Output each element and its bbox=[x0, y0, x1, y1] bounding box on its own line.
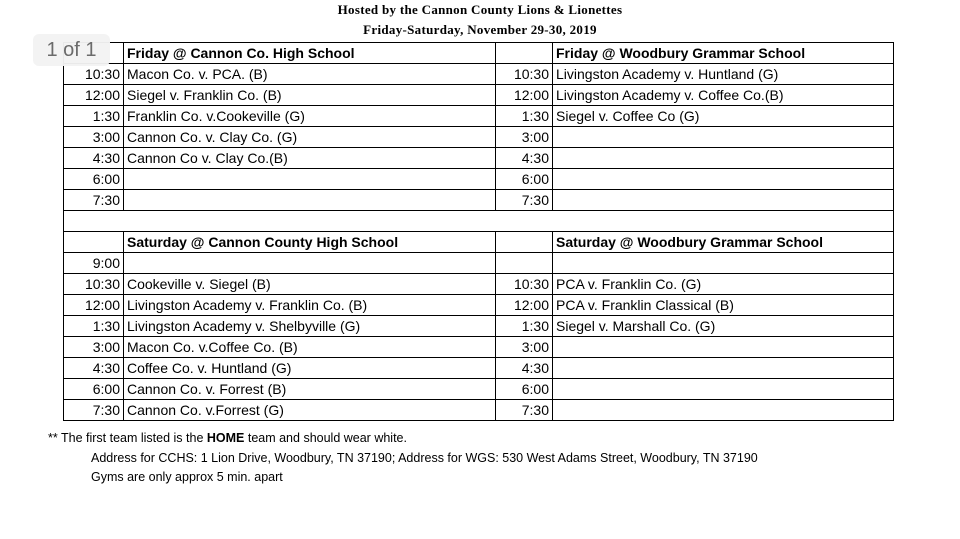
game-matchup: Cannon Co. v. Forrest (B) bbox=[124, 379, 496, 400]
game-time: 6:00 bbox=[496, 379, 553, 400]
game-matchup bbox=[124, 169, 496, 190]
game-time: 12:00 bbox=[64, 295, 124, 316]
game-matchup: Cannon Co. v.Forrest (G) bbox=[124, 400, 496, 421]
game-matchup bbox=[553, 379, 894, 400]
game-time: 7:30 bbox=[496, 400, 553, 421]
table-row bbox=[64, 190, 894, 211]
game-time: 6:00 bbox=[64, 379, 124, 400]
separator-row bbox=[64, 211, 894, 232]
game-matchup bbox=[553, 169, 894, 190]
game-time: 1:30 bbox=[496, 106, 553, 127]
table-row bbox=[64, 106, 894, 127]
game-time: 9:00 bbox=[64, 253, 124, 274]
game-matchup bbox=[553, 337, 894, 358]
home-note-prefix: ** The first team listed is the bbox=[48, 431, 207, 445]
table-row bbox=[64, 64, 894, 85]
page-indicator: 1 of 1 bbox=[33, 34, 110, 66]
table-row bbox=[64, 127, 894, 148]
game-matchup: Coffee Co. v. Huntland (G) bbox=[124, 358, 496, 379]
game-matchup: Siegel v. Marshall Co. (G) bbox=[553, 316, 894, 337]
address-note: Address for CCHS: 1 Lion Drive, Woodbury, TN 37190; Address for WGS: 530 West Adams Street, Woodbury, TN 37190 bbox=[91, 451, 758, 465]
game-time: 12:00 bbox=[496, 295, 553, 316]
table-row bbox=[64, 316, 894, 337]
blank-separator bbox=[64, 211, 894, 232]
game-matchup: Franklin Co. v.Cookeville (G) bbox=[124, 106, 496, 127]
game-time: 1:30 bbox=[64, 316, 124, 337]
game-time: 10:30 bbox=[64, 64, 124, 85]
game-matchup: Macon Co. v.Coffee Co. (B) bbox=[124, 337, 496, 358]
game-time: 1:30 bbox=[64, 106, 124, 127]
game-matchup: PCA v. Franklin Classical (B) bbox=[553, 295, 894, 316]
friday-header-row bbox=[64, 43, 894, 64]
game-time bbox=[496, 253, 553, 274]
game-time: 10:30 bbox=[496, 64, 553, 85]
table-row bbox=[64, 169, 894, 190]
game-time: 3:00 bbox=[64, 337, 124, 358]
game-time: 3:00 bbox=[64, 127, 124, 148]
table-row bbox=[64, 400, 894, 421]
game-time: 4:30 bbox=[496, 148, 553, 169]
home-note-bold: HOME bbox=[206, 431, 245, 445]
game-matchup bbox=[124, 190, 496, 211]
date-heading: Friday-Saturday, November 29-30, 2019 bbox=[363, 22, 597, 37]
schedule-table bbox=[63, 42, 894, 421]
game-matchup bbox=[553, 358, 894, 379]
game-time: 6:00 bbox=[496, 169, 553, 190]
game-matchup bbox=[553, 400, 894, 421]
home-note-suffix: team and should wear white. bbox=[244, 431, 407, 445]
game-matchup bbox=[553, 190, 894, 211]
game-matchup: Livingston Academy v. Shelbyville (G) bbox=[124, 316, 496, 337]
table-row bbox=[64, 253, 894, 274]
game-matchup bbox=[553, 148, 894, 169]
table-row bbox=[64, 148, 894, 169]
game-time: 7:30 bbox=[496, 190, 553, 211]
game-matchup: Cannon Co v. Clay Co.(B) bbox=[124, 148, 496, 169]
game-matchup bbox=[553, 127, 894, 148]
game-matchup: Siegel v. Coffee Co (G) bbox=[553, 106, 894, 127]
game-matchup: Livingston Academy v. Franklin Co. (B) bbox=[124, 295, 496, 316]
game-time: 4:30 bbox=[64, 148, 124, 169]
game-matchup: Siegel v. Franklin Co. (B) bbox=[124, 85, 496, 106]
schedule-body bbox=[64, 43, 894, 421]
table-row bbox=[64, 274, 894, 295]
saturday-cchs-title: Saturday @ Cannon County High School bbox=[124, 232, 496, 253]
game-time: 7:30 bbox=[64, 400, 124, 421]
game-time: 1:30 bbox=[496, 316, 553, 337]
host-heading: Hosted by the Cannon County Lions & Lionettes bbox=[337, 2, 623, 17]
game-time: 10:30 bbox=[496, 274, 553, 295]
table-row bbox=[64, 379, 894, 400]
home-team-note bbox=[48, 431, 407, 445]
game-matchup: Cookeville v. Siegel (B) bbox=[124, 274, 496, 295]
game-time: 6:00 bbox=[64, 169, 124, 190]
game-matchup bbox=[124, 253, 496, 274]
game-matchup: Livingston Academy v. Huntland (G) bbox=[553, 64, 894, 85]
game-matchup: PCA v. Franklin Co. (G) bbox=[553, 274, 894, 295]
table-row bbox=[64, 85, 894, 106]
game-time: 12:00 bbox=[64, 85, 124, 106]
game-time: 12:00 bbox=[496, 85, 553, 106]
game-matchup: Cannon Co. v. Clay Co. (G) bbox=[124, 127, 496, 148]
friday-wgs-title: Friday @ Woodbury Grammar School bbox=[553, 43, 894, 64]
game-time: 10:30 bbox=[64, 274, 124, 295]
empty-cell bbox=[496, 43, 553, 64]
game-time: 4:30 bbox=[496, 358, 553, 379]
table-row bbox=[64, 358, 894, 379]
saturday-wgs-title: Saturday @ Woodbury Grammar School bbox=[553, 232, 894, 253]
empty-cell bbox=[64, 232, 124, 253]
game-time: 7:30 bbox=[64, 190, 124, 211]
game-matchup bbox=[553, 253, 894, 274]
saturday-header-row bbox=[64, 232, 894, 253]
game-time: 3:00 bbox=[496, 337, 553, 358]
gyms-note: Gyms are only approx 5 min. apart bbox=[91, 470, 283, 484]
game-time: 4:30 bbox=[64, 358, 124, 379]
table-row bbox=[64, 295, 894, 316]
game-matchup: Macon Co. v. PCA. (B) bbox=[124, 64, 496, 85]
friday-cchs-title: Friday @ Cannon Co. High School bbox=[124, 43, 496, 64]
game-time: 3:00 bbox=[496, 127, 553, 148]
table-row bbox=[64, 337, 894, 358]
game-matchup: Livingston Academy v. Coffee Co.(B) bbox=[553, 85, 894, 106]
empty-cell bbox=[496, 232, 553, 253]
